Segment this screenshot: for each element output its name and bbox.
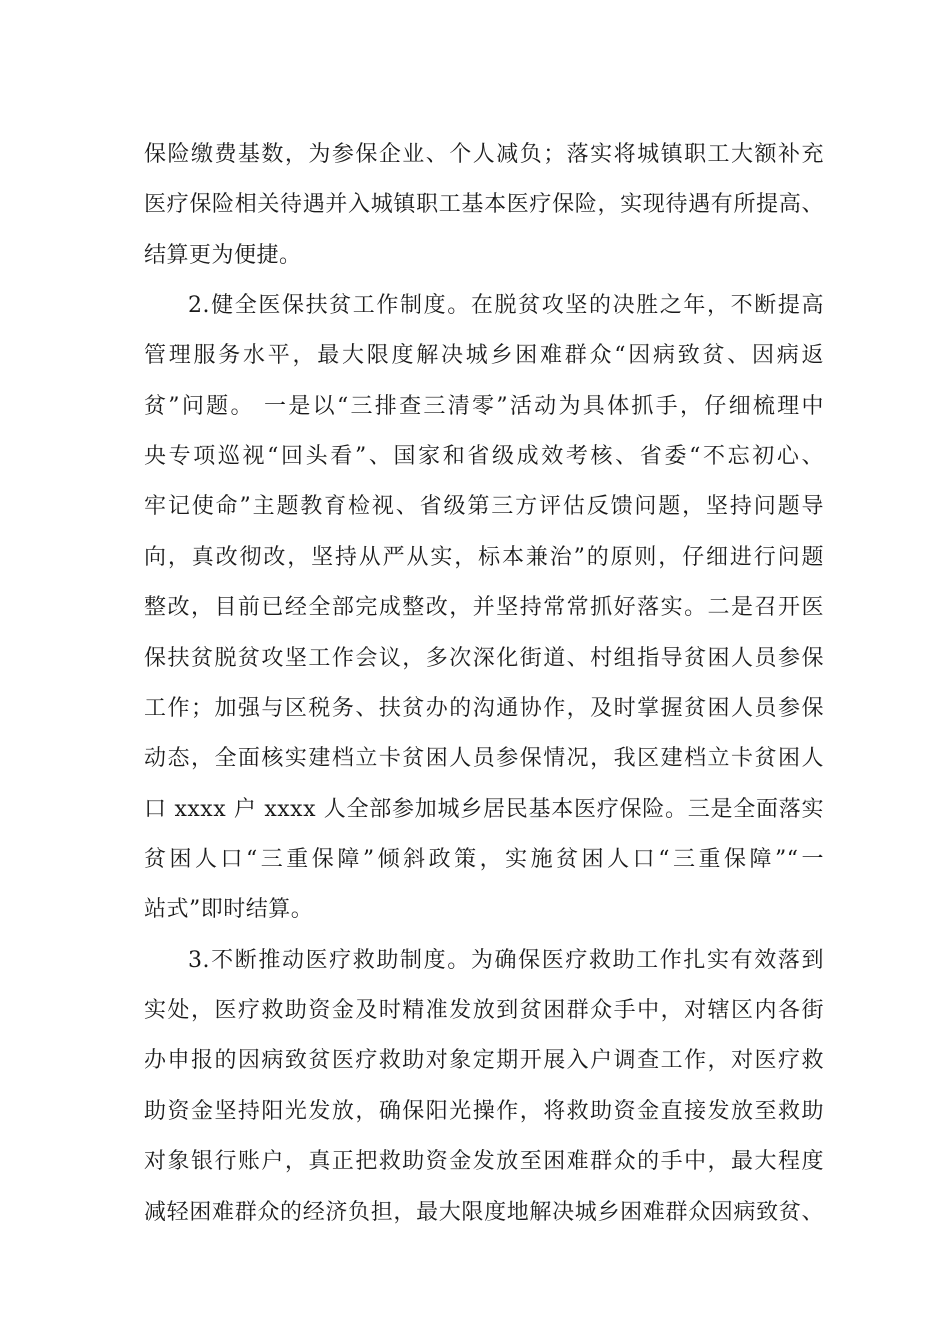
text-line: 央专项巡视“回头看”、国家和省级成效考核、省委“不忘初心、: [144, 444, 824, 469]
text-line: 减轻困难群众的经济负担，最大限度地解决城乡困难群众因病致贫、: [144, 1200, 824, 1225]
paragraph-heading-line: 3.不断推动医疗救助制度。为确保医疗救助工作扎实有效落到: [188, 948, 824, 973]
text-line: 结算更为便捷。: [144, 243, 302, 268]
text-line: 实处，医疗救助资金及时精准发放到贫困群众手中，对辖区内各街: [144, 998, 824, 1023]
text-line: 贫”问题。 一是以“三排查三清零”活动为具体抓手，仔细梳理中: [144, 394, 824, 419]
text-line: 站式”即时结算。: [144, 897, 314, 922]
text-line: 医疗保险相关待遇并入城镇职工基本医疗保险，实现待遇有所提高、: [144, 192, 824, 217]
text-line: 保扶贫脱贫攻坚工作会议，多次深化街道、村组指导贫困人员参保: [144, 646, 824, 671]
text-line: 管理服务水平，最大限度解决城乡困难群众“因病致贫、因病返: [144, 343, 824, 368]
text-line: 对象银行账户，真正把救助资金发放至困难群众的手中，最大程度: [144, 1149, 824, 1174]
text-line: 动态，全面核实建档立卡贫困人员参保情况，我区建档立卡贫困人: [144, 746, 824, 771]
text-line: 整改，目前已经全部完成整改，并坚持常常抓好落实。二是召开医: [144, 595, 824, 620]
text-line: 口 xxxx 户 xxxx 人全部参加城乡居民基本医疗保险。三是全面落实: [144, 797, 824, 822]
text-line: 保险缴费基数，为参保企业、个人减负；落实将城镇职工大额补充: [144, 142, 824, 167]
text-line: 贫困人口“三重保障”倾斜政策，实施贫困人口“三重保障”“一: [144, 847, 824, 872]
text-line: 牢记使命”主题教育检视、省级第三方评估反馈问题，坚持问题导: [144, 494, 824, 519]
text-line: 向，真改彻改，坚持从严从实，标本兼治”的原则，仔细进行问题: [144, 545, 824, 570]
text-line: 工作；加强与区税务、扶贫办的沟通协作，及时掌握贫困人员参保: [144, 696, 824, 721]
paragraph-heading-line: 2.健全医保扶贫工作制度。在脱贫攻坚的决胜之年，不断提高: [188, 293, 824, 318]
text-line: 助资金坚持阳光发放，确保阳光操作，将救助资金直接发放至救助: [144, 1099, 824, 1124]
text-line: 办申报的因病致贫医疗救助对象定期开展入户调查工作，对医疗救: [144, 1048, 824, 1073]
